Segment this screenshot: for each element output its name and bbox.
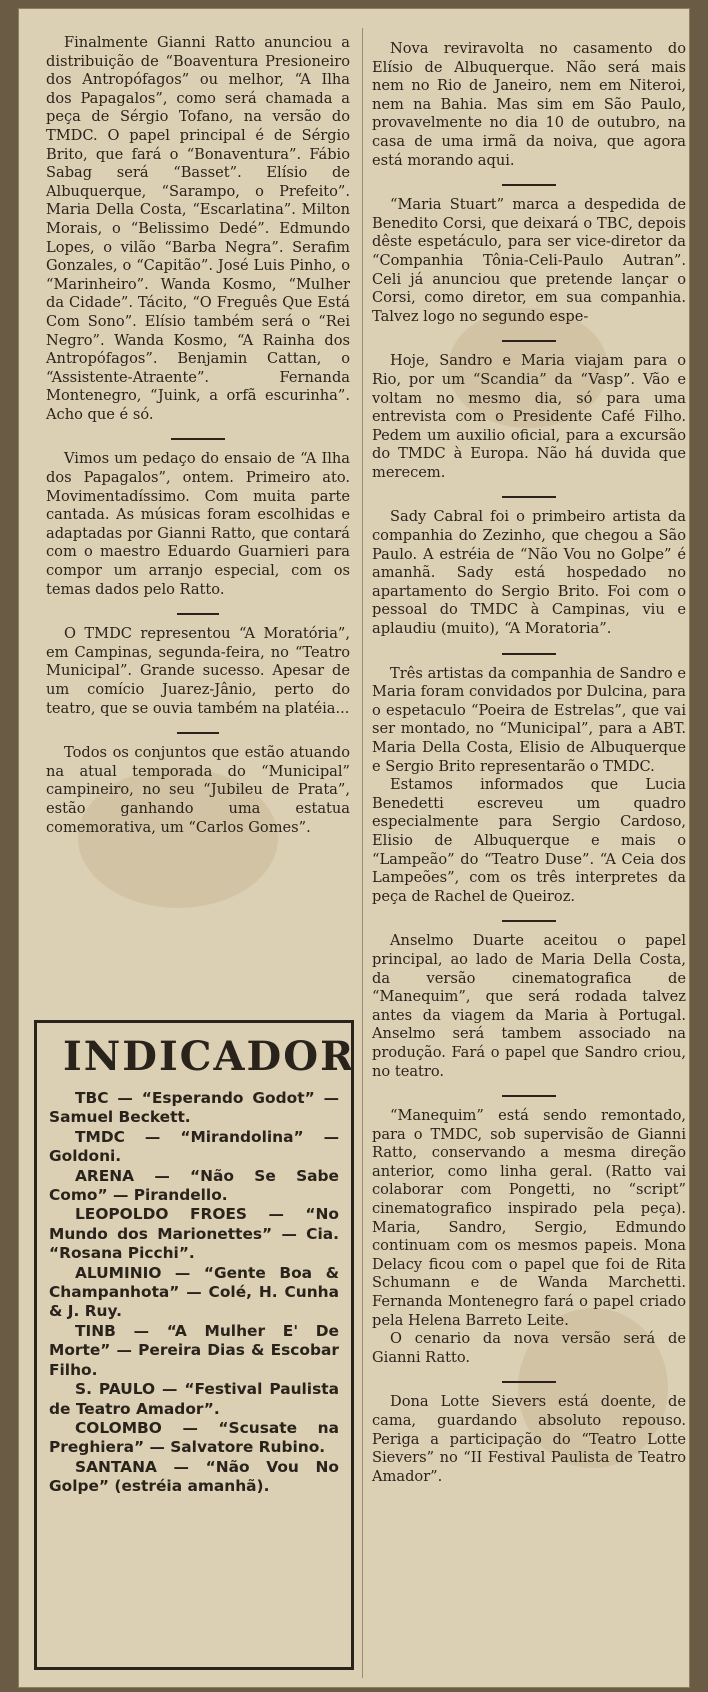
indicador-box — [34, 1020, 354, 1670]
article-paragraph: O cenario da nova versão será de Gianni Ratto. — [372, 1330, 686, 1366]
indicador-entry: ALUMINIO — “Gente Boa & Champanhota” — Colé, H. Cunha & J. Ruy. — [49, 1263, 339, 1321]
section-separator — [502, 653, 556, 655]
section-separator — [502, 340, 556, 342]
indicador-entry: TBC — “Esperando Godot” — Samuel Beckett. — [49, 1089, 339, 1127]
article-paragraph: Vimos um pedaço do ensaio de “A Ilha dos Papagalos”, ontem. Primeiro ato. Movimentadíssimo. Com muita parte cantada. As músicas foram escolhidas e adaptadas por Gianni Ratto, que contará com o maestro Eduardo Guarnieri para compor um arranjo especial, com os temas dados pelo Ratto. — [46, 450, 350, 598]
indicador-entry: SANTANA — “Não Vou No Golpe” (estréia amanhã). — [49, 1457, 339, 1496]
section-separator — [502, 184, 556, 186]
article-paragraph: Dona Lotte Sievers está doente, de cama, guardando absoluto repouso. Periga a participação do “Teatro Lotte Sievers” no “II Festival Paulista de Teatro Amador”. — [372, 1393, 686, 1485]
article-paragraph: “Manequim” está sendo remontado, para o TMDC, sob supervisão de Gianni Ratto, conservando a mesma direção anterior, como linha geral. (Ratto vai colaborar com Pongetti, no “script” cinematografico inspirado pela peça). Maria, Sandro, Sergio, Edmundo continuam com os mesmos papeis. Mona Delacy ficou com o papel que foi de Rita Schumann e de Wanda Marchetti. Fernanda Montenegro fará o papel criado pela Helena Barreto Leite. — [372, 1107, 686, 1329]
newspaper-clipping — [18, 8, 690, 1688]
article-paragraph: Todos os conjuntos que estão atuando na atual temporada do “Municipal” campineiro, no seu “Jubileu de Prata”, estão ganhando uma estatua comemorativa, um “Carlos Gomes”. — [46, 744, 350, 836]
section-separator — [171, 438, 225, 440]
article-paragraph: Finalmente Gianni Ratto anunciou a distribuição de “Boaventura Presioneiro dos Antropófagos” ou melhor, “A Ilha dos Papagalos”, como será chamada a peça de Sérgio Tofano, na versão do TMDC. O papel principal é de Sérgio Brito, que fará o “Bonaventura”. Fábio Sabag será “Basset”. Elísio de Albuquerque, “Sarampo, o Prefeito”. Maria Della Costa, “Escarlatina”. Milton Morais, o “Belissimo Dedé”. Edmundo Lopes, o vilão “Barba Negra”. Serafim Gonzales, o “Capitão”. José Luis Pinho, o “Marinheiro”. Wanda Kosmo, “Mulher da Cidade”. Tácito, “O Freguês Que Está Com Sono”. Elísio também será o “Rei Negro”. Wanda Kosmo, “A Rainha dos Antropófagos”. Benjamin Cattan, o “Assistente-Atraente”. Fernanda Montenegro, “Juink, a orfã escurinha”. Acho que é só. — [46, 34, 350, 423]
article-paragraph: Três artistas da companhia de Sandro e Maria foram convidados por Dulcina, para o espetaculo “Poeira de Estrelas”, que vai ser montado, no “Municipal”, para a ABT. Maria Della Costa, Elisio de Albuquerque e Sergio Brito representarão o TMDC. — [372, 664, 686, 775]
article-paragraph: “Maria Stuart” marca a despedida de Benedito Corsi, que deixará o TBC, depois dêste espetáculo, para ser vice-diretor da “Companhia Tônia-Celi-Paulo Autran”. Celi já anunciou que pretende lançar o Corsi, como diretor, em sua companhia. Talvez logo no segundo espe- — [372, 196, 686, 325]
indicador-entry: S. PAULO — “Festival Paulista de Teatro Amador”. — [49, 1380, 339, 1418]
article-paragraph: Anselmo Duarte aceitou o papel principal, ao lado de Maria Della Costa, da versão cinematografica de “Manequim”, que será rodada talvez antes da viagem da Maria à Portugal. Anselmo será tambem associado na produção. Fará o papel que Sandro criou, no teatro. — [372, 932, 686, 1080]
article-paragraph: Nova reviravolta no casamento do Elísio de Albuquerque. Não será mais nem no Rio de Janeiro, nem em Niteroi, nem na Bahia. Mas sim em São Paulo, provavelmente no dia 10 de outubro, na casa de uma irmã da noiva, que agora está morando aqui. — [372, 40, 686, 169]
indicador-entry: TMDC — “Mirandolina” — Goldoni. — [49, 1127, 339, 1166]
article-paragraph: Sady Cabral foi o primbeiro artista da companhia do Zezinho, que chegou a São Paulo. A estréia de “Não Vou no Golpe” é amanhã. Sady está hospedado no apartamento do Sergio Brito. Foi com o pessoal do TMDC à Campinas, viu e aplaudiu (muito), “A Moratoria”. — [372, 508, 686, 638]
right-column — [372, 40, 686, 1486]
article-paragraph: Hoje, Sandro e Maria viajam para o Rio, por um “Scandia” da “Vasp”. Vão e voltam no mesmo dia, só para uma entrevista com o Presidente Café Filho. Pedem um auxilio oficial, para a excursão do TMDC à Europa. Não há duvida que merecem. — [372, 352, 686, 481]
article-paragraph: O TMDC representou “A Moratória”, em Campinas, segunda-feira, no “Teatro Municipal”. Grande sucesso. Apesar de um comício Juarez-Jânio, perto do teatro, que se ouvia também na platéia... — [46, 625, 350, 717]
section-separator — [502, 496, 556, 498]
left-column — [46, 34, 350, 837]
section-separator — [502, 1095, 556, 1097]
section-separator — [502, 1381, 556, 1383]
indicador-entry: TINB — “A Mulher E' De Morte” — Pereira Dias & Escobar Filho. — [49, 1321, 339, 1379]
section-separator — [177, 732, 219, 734]
indicador-entry: ARENA — “Não Se Sabe Como” — Pirandello. — [49, 1166, 339, 1205]
indicador-title: INDICADOR — [63, 1033, 356, 1080]
column-divider — [362, 28, 363, 1678]
indicador-entry: LEOPOLDO FROES — “No Mundo dos Marionettes” — Cia. “Rosana Picchi”. — [49, 1205, 339, 1263]
section-separator — [502, 920, 556, 922]
indicador-list — [49, 1089, 339, 1497]
section-separator — [177, 613, 219, 615]
article-paragraph: Estamos informados que Lucia Benedetti escreveu um quadro especialmente para Sergio Cardoso, Elisio de Albuquerque e mais o “Lampeão” do “Teatro Duse”. “A Ceia dos Lampeões”, com os três interpretes da peça de Rachel de Queiroz. — [372, 776, 686, 905]
indicador-entry: COLOMBO — “Scusate na Preghiera” — Salvatore Rubino. — [49, 1418, 339, 1457]
